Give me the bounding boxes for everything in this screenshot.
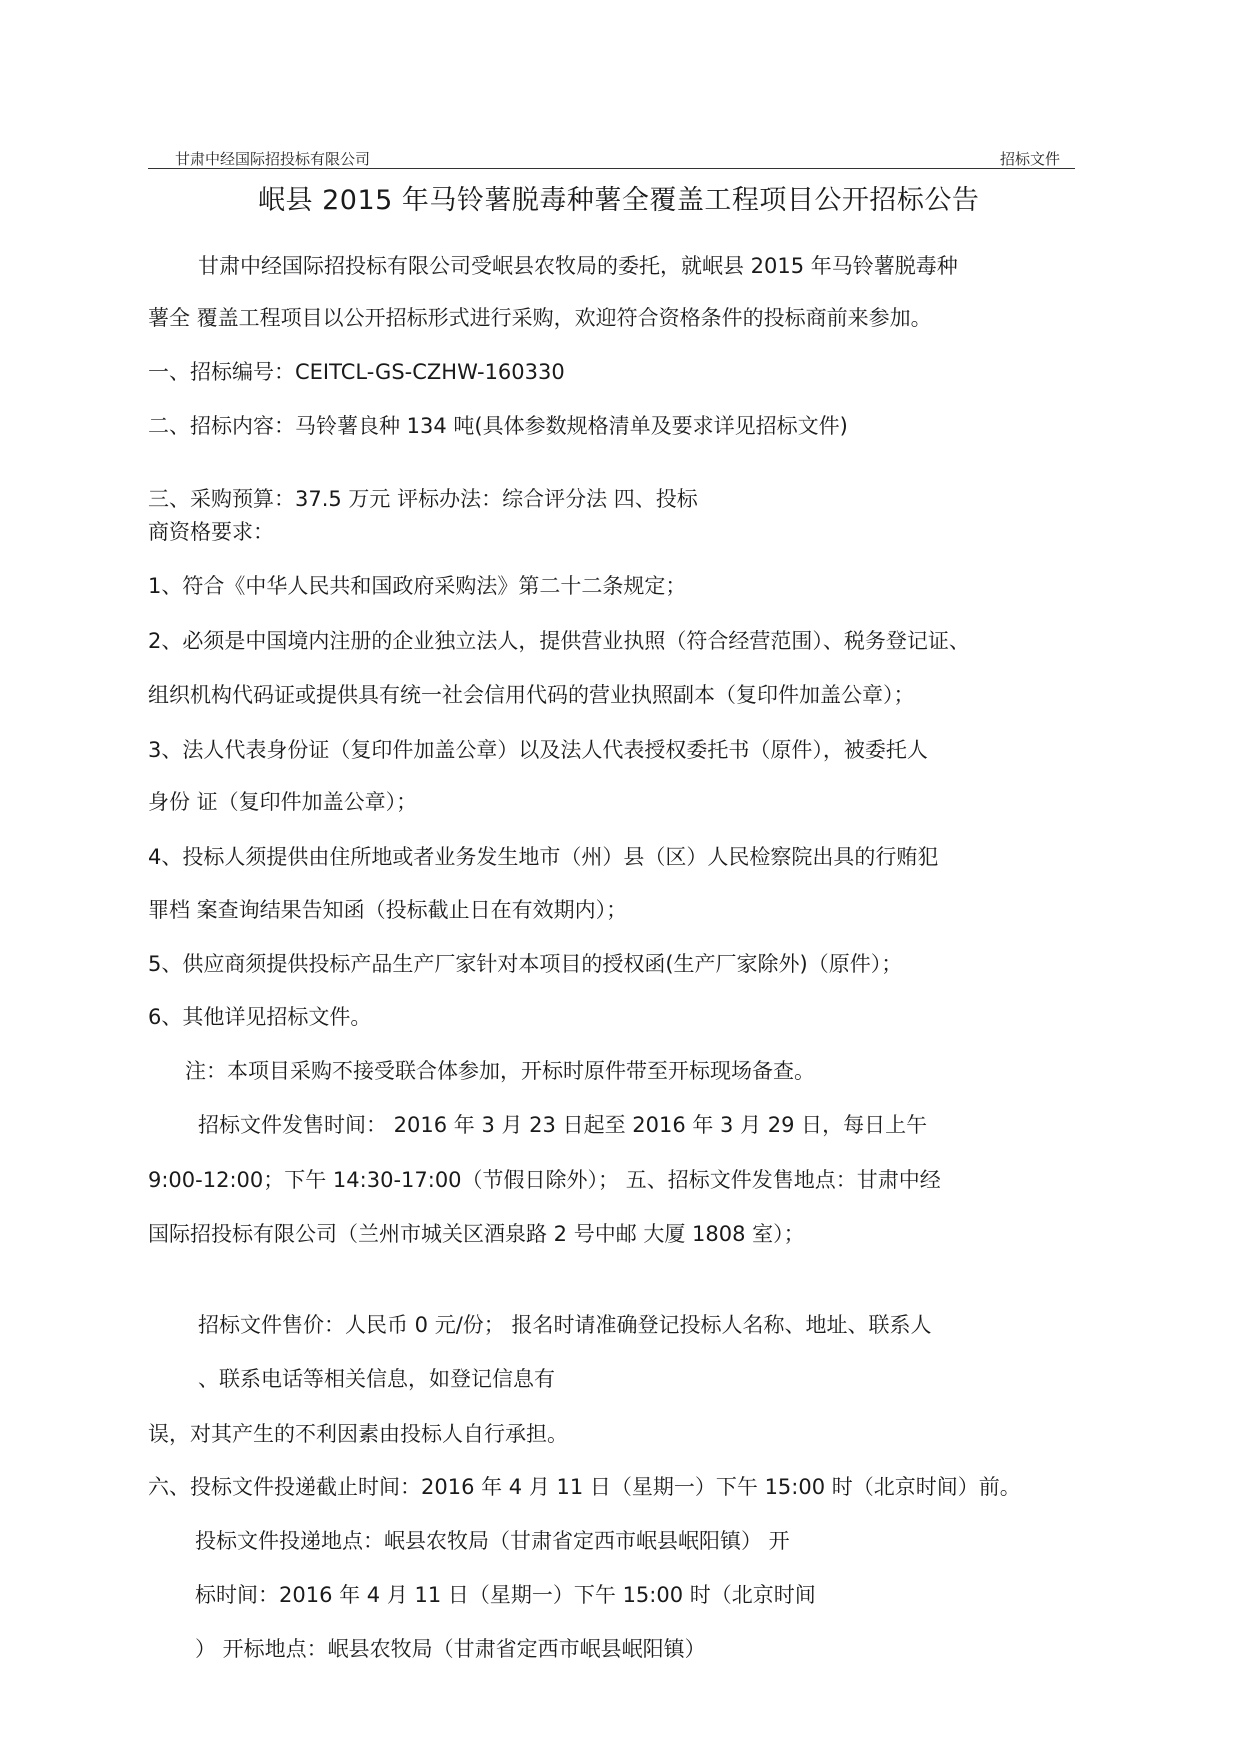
page-title: 岷县 2015 年马铃薯脱毒种薯全覆盖工程项目公开招标公告 bbox=[258, 185, 980, 216]
body-line: 身份 证（复印件加盖公章）； bbox=[148, 790, 418, 814]
body-line: 9:00-12:00；下午 14:30-17:00（节假日除外）； 五、招标文件发售地点：甘肃中经 bbox=[148, 1168, 941, 1192]
body-line: 甘肃中经国际招投标有限公司受岷县农牧局的委托，就岷县 2015 年马铃薯脱毒种 bbox=[198, 254, 958, 278]
body-line: 一、招标编号：CEITCL-GS-CZHW-160330 bbox=[148, 360, 565, 384]
body-line: ） 开标地点：岷县农牧局（甘肃省定西市岷县岷阳镇） bbox=[195, 1637, 706, 1661]
body-line: 六、投标文件投递截止时间：2016 年 4 月 11 日（星期一）下午 15:00 时（北京时间）前。 bbox=[148, 1475, 1021, 1499]
body-line: 薯全 覆盖工程项目以公开招标形式进行采购，欢迎符合资格条件的投标商前来参加。 bbox=[148, 306, 932, 330]
body-line: 投标文件投递地点：岷县农牧局（甘肃省定西市岷县岷阳镇） 开 bbox=[195, 1529, 790, 1553]
header-doc-type: 招标文件 bbox=[1000, 150, 1061, 168]
body-line: 标时间：2016 年 4 月 11 日（星期一）下午 15:00 时（北京时间 bbox=[195, 1583, 816, 1607]
body-line: 三、采购预算：37.5 万元 评标办法：综合评分法 四、投标 bbox=[148, 487, 698, 511]
body-line: 注：本项目采购不接受联合体参加，开标时原件带至开标现场备查。 bbox=[185, 1059, 815, 1083]
body-line: 招标文件发售时间： 2016 年 3 月 23 日起至 2016 年 3 月 29 日，每日上午 bbox=[198, 1113, 928, 1137]
body-line: 误，对其产生的不利因素由投标人自行承担。 bbox=[148, 1422, 568, 1446]
body-line: 2、必须是中国境内注册的企业独立法人，提供营业执照（符合经营范围）、税务登记证、 bbox=[148, 629, 970, 653]
body-line: 4、投标人须提供由住所地或者业务发生地市（州）县（区）人民检察院出具的行贿犯 bbox=[148, 845, 939, 869]
body-line: 组织机构代码证或提供具有统一社会信用代码的营业执照副本（复印件加盖公章）； bbox=[148, 683, 915, 707]
body-line: 商资格要求： bbox=[148, 520, 274, 544]
body-line: 1、符合《中华人民共和国政府采购法》第二十二条规定； bbox=[148, 574, 687, 598]
body-line: 罪档 案查询结果告知函（投标截止日在有效期内）； bbox=[148, 898, 628, 922]
body-line: 国际招投标有限公司（兰州市城关区酒泉路 2 号中邮 大厦 1808 室）； bbox=[148, 1222, 805, 1246]
body-line: 3、法人代表身份证（复印件加盖公章）以及法人代表授权委托书（原件），被委托人 bbox=[148, 738, 928, 762]
body-line: 二、招标内容：马铃薯良种 134 吨(具体参数规格清单及要求详见招标文件) bbox=[148, 414, 848, 438]
body-line: 招标文件售价：人民币 0 元/份； 报名时请准确登记投标人名称、地址、联系人 bbox=[198, 1313, 932, 1337]
header-company: 甘肃中经国际招投标有限公司 bbox=[175, 150, 371, 168]
body-line: 5、供应商须提供投标产品生产厂家针对本项目的授权函(生产厂家除外)（原件）； bbox=[148, 952, 903, 976]
body-line: 6、其他详见招标文件。 bbox=[148, 1005, 372, 1029]
body-line: 、联系电话等相关信息，如登记信息有 bbox=[198, 1367, 555, 1391]
header-divider bbox=[148, 168, 1075, 169]
